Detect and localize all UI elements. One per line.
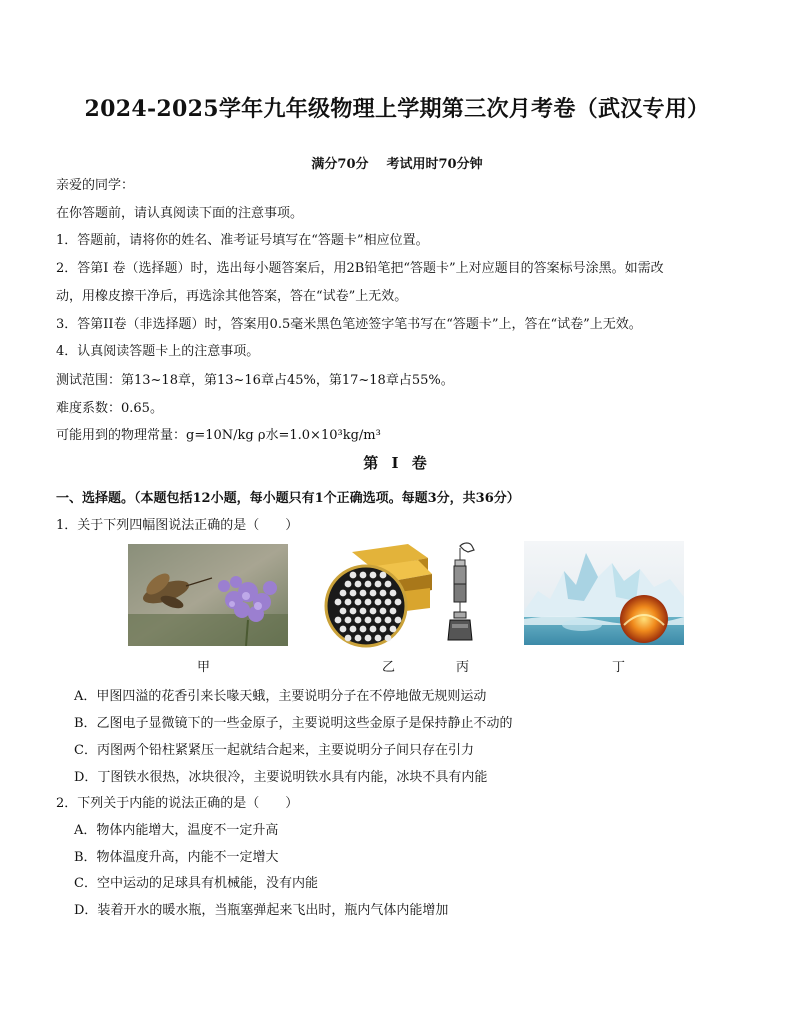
- greeting: 亲爱的同学：: [56, 178, 135, 193]
- ice-molten-iron-image: [524, 541, 684, 645]
- caption-jia: 甲: [197, 660, 211, 675]
- moth-flower-image: [128, 544, 288, 646]
- q2-option-c: C．空中运动的足球具有机械能，没有内能: [74, 876, 318, 891]
- physical-constants: 可能用到的物理常量：g=10N/kg ρ水=1.0×10³kg/m³: [56, 428, 381, 443]
- section-title: 第 I 卷: [363, 454, 431, 472]
- note-4: 4．认真阅读答题卡上的注意事项。: [56, 344, 260, 359]
- full-score: 满分70分: [311, 157, 369, 172]
- q2-option-a: A．物体内能增大，温度不一定升高: [74, 823, 279, 838]
- caption-ding: 丁: [612, 660, 626, 675]
- q1-option-d: D．丁图铁水很热，冰块很冷，主要说明铁水具有内能，冰块不具有内能: [74, 770, 488, 785]
- q1-option-a: A．甲图四溢的花香引来长喙天蛾，主要说明分子在不停地做无规则运动: [74, 689, 487, 704]
- caption-yi: 乙: [382, 660, 396, 675]
- q1-option-b: B．乙图电子显微镜下的一些金原子，主要说明这些金原子是保持静止不动的: [74, 716, 513, 731]
- lead-cylinders-image: [440, 540, 480, 648]
- q1-option-c: C．丙图两个铅柱紧紧压一起就结合起来，主要说明分子间只存在引力: [74, 743, 474, 758]
- caption-bing: 丙: [456, 660, 470, 675]
- test-scope: 测试范围：第13~18章，第13~16章占45%，第17~18章占55%。: [56, 373, 454, 388]
- question-2-stem: 2．下列关于内能的说法正确的是（ ）: [56, 796, 299, 811]
- q2-option-d: D．装着开水的暖水瓶，当瓶塞弹起来飞出时，瓶内气体内能增加: [74, 903, 449, 918]
- gold-atoms-image: [322, 538, 434, 650]
- note-2-cont: 动，用橡皮擦干净后，再选涂其他答案，答在“试卷”上无效。: [56, 289, 408, 304]
- note-3: 3．答第II卷（非选择题）时，答案用0.5毫米黑色笔迹签字笔书写在“答题卡”上，答在“试卷”上无效。: [56, 317, 642, 332]
- exam-meta: [0, 153, 794, 172]
- part-heading: 一、选择题。（本题包括12小题，每小题只有1个正确选项。每题3分，共36分）: [56, 491, 520, 506]
- page-title: 2024-2025学年九年级物理上学期第三次月考卷（武汉专用）: [84, 96, 710, 122]
- difficulty: 难度系数：0.65。: [56, 401, 163, 416]
- intro-text: 在你答题前，请认真阅读下面的注意事项。: [56, 206, 304, 221]
- q2-option-b: B．物体温度升高，内能不一定增大: [74, 850, 279, 865]
- question-1-stem: 1．关于下列四幅图说法正确的是（ ）: [56, 518, 299, 533]
- note-1: 1．答题前，请将你的姓名、准考证号填写在“答题卡”相应位置。: [56, 233, 429, 248]
- exam-time: 考试用时70分钟: [386, 157, 483, 172]
- note-2: 2．答第I 卷（选择题）时，选出每小题答案后，用2B铅笔把“答题卡”上对应题目的答案标号涂黑。如需改: [56, 261, 664, 276]
